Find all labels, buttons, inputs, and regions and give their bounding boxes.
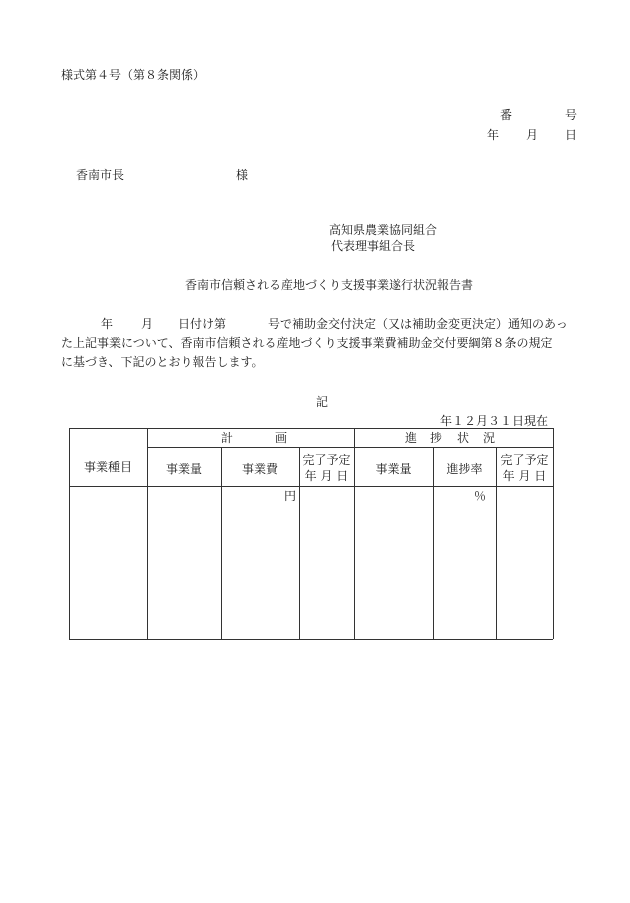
document-number-suffix: 号 (565, 108, 578, 122)
header-progress-volume: 事業量 (375, 462, 412, 476)
table-group-divider (147, 447, 553, 448)
body-year-label: 年 (101, 317, 114, 331)
header-project-type: 事業種目 (83, 460, 132, 474)
header-plan-char-2: 画 (274, 431, 287, 445)
date-year-label: 年 (487, 128, 500, 142)
header-progress-rate: 進捗率 (446, 462, 483, 476)
body-line1-rest: 号で補助金交付決定（又は補助金変更決定）通知のあっ (268, 317, 568, 331)
date-day-label: 日 (565, 128, 578, 142)
rate-unit-percent: ％ (474, 489, 487, 503)
header-progress-completion-line2: 年 月 日 (502, 469, 547, 483)
body-date-ref: 日付け第 (178, 317, 227, 331)
date-month-label: 月 (526, 128, 539, 142)
recipient-name: 香南市長 (76, 168, 125, 182)
table-col-divider (147, 428, 148, 639)
header-progress-char-3: 状 (456, 431, 469, 445)
header-plan-completion-line2: 年 月 日 (304, 469, 349, 483)
table-border-right (553, 428, 554, 639)
note-heading: 記 (316, 395, 329, 409)
document-title: 香南市信頼される産地づくり支援事業遂行状況報告書 (185, 278, 474, 292)
header-progress-char-4: 況 (482, 431, 495, 445)
table-col-divider (354, 428, 355, 639)
recipient-honorific: 様 (236, 168, 249, 182)
header-progress-char-2: 捗 (429, 431, 442, 445)
sender-organization: 高知県農業協同組合 (329, 223, 438, 237)
header-plan-completion-line1: 完了予定 (302, 453, 351, 467)
header-plan-char-1: 計 (220, 431, 233, 445)
header-progress-completion-line1: 完了予定 (500, 453, 549, 467)
body-month-label: 月 (141, 317, 154, 331)
body-line-1 (61, 315, 601, 331)
document-number-label: 番 (500, 108, 513, 122)
table-border-bottom (69, 639, 553, 640)
body-line-3: に基づき、下記のとおり報告します。 (61, 355, 264, 369)
body-line-2: た上記事業について、香南市信頼される産地づくり支援事業費補助金交付要綱第８条の規定 (61, 336, 553, 350)
header-plan-cost: 事業費 (241, 462, 278, 476)
header-progress-char-1: 進 (404, 431, 417, 445)
header-plan-volume: 事業量 (165, 462, 202, 476)
sender-representative: 代表理事組合長 (331, 239, 416, 253)
cost-unit-yen: 円 (284, 489, 297, 503)
as-of-date: 年１２月３１日現在 (440, 414, 549, 428)
table-border-top (69, 428, 553, 429)
form-number-label: 様式第４号（第８条関係） (61, 68, 206, 82)
